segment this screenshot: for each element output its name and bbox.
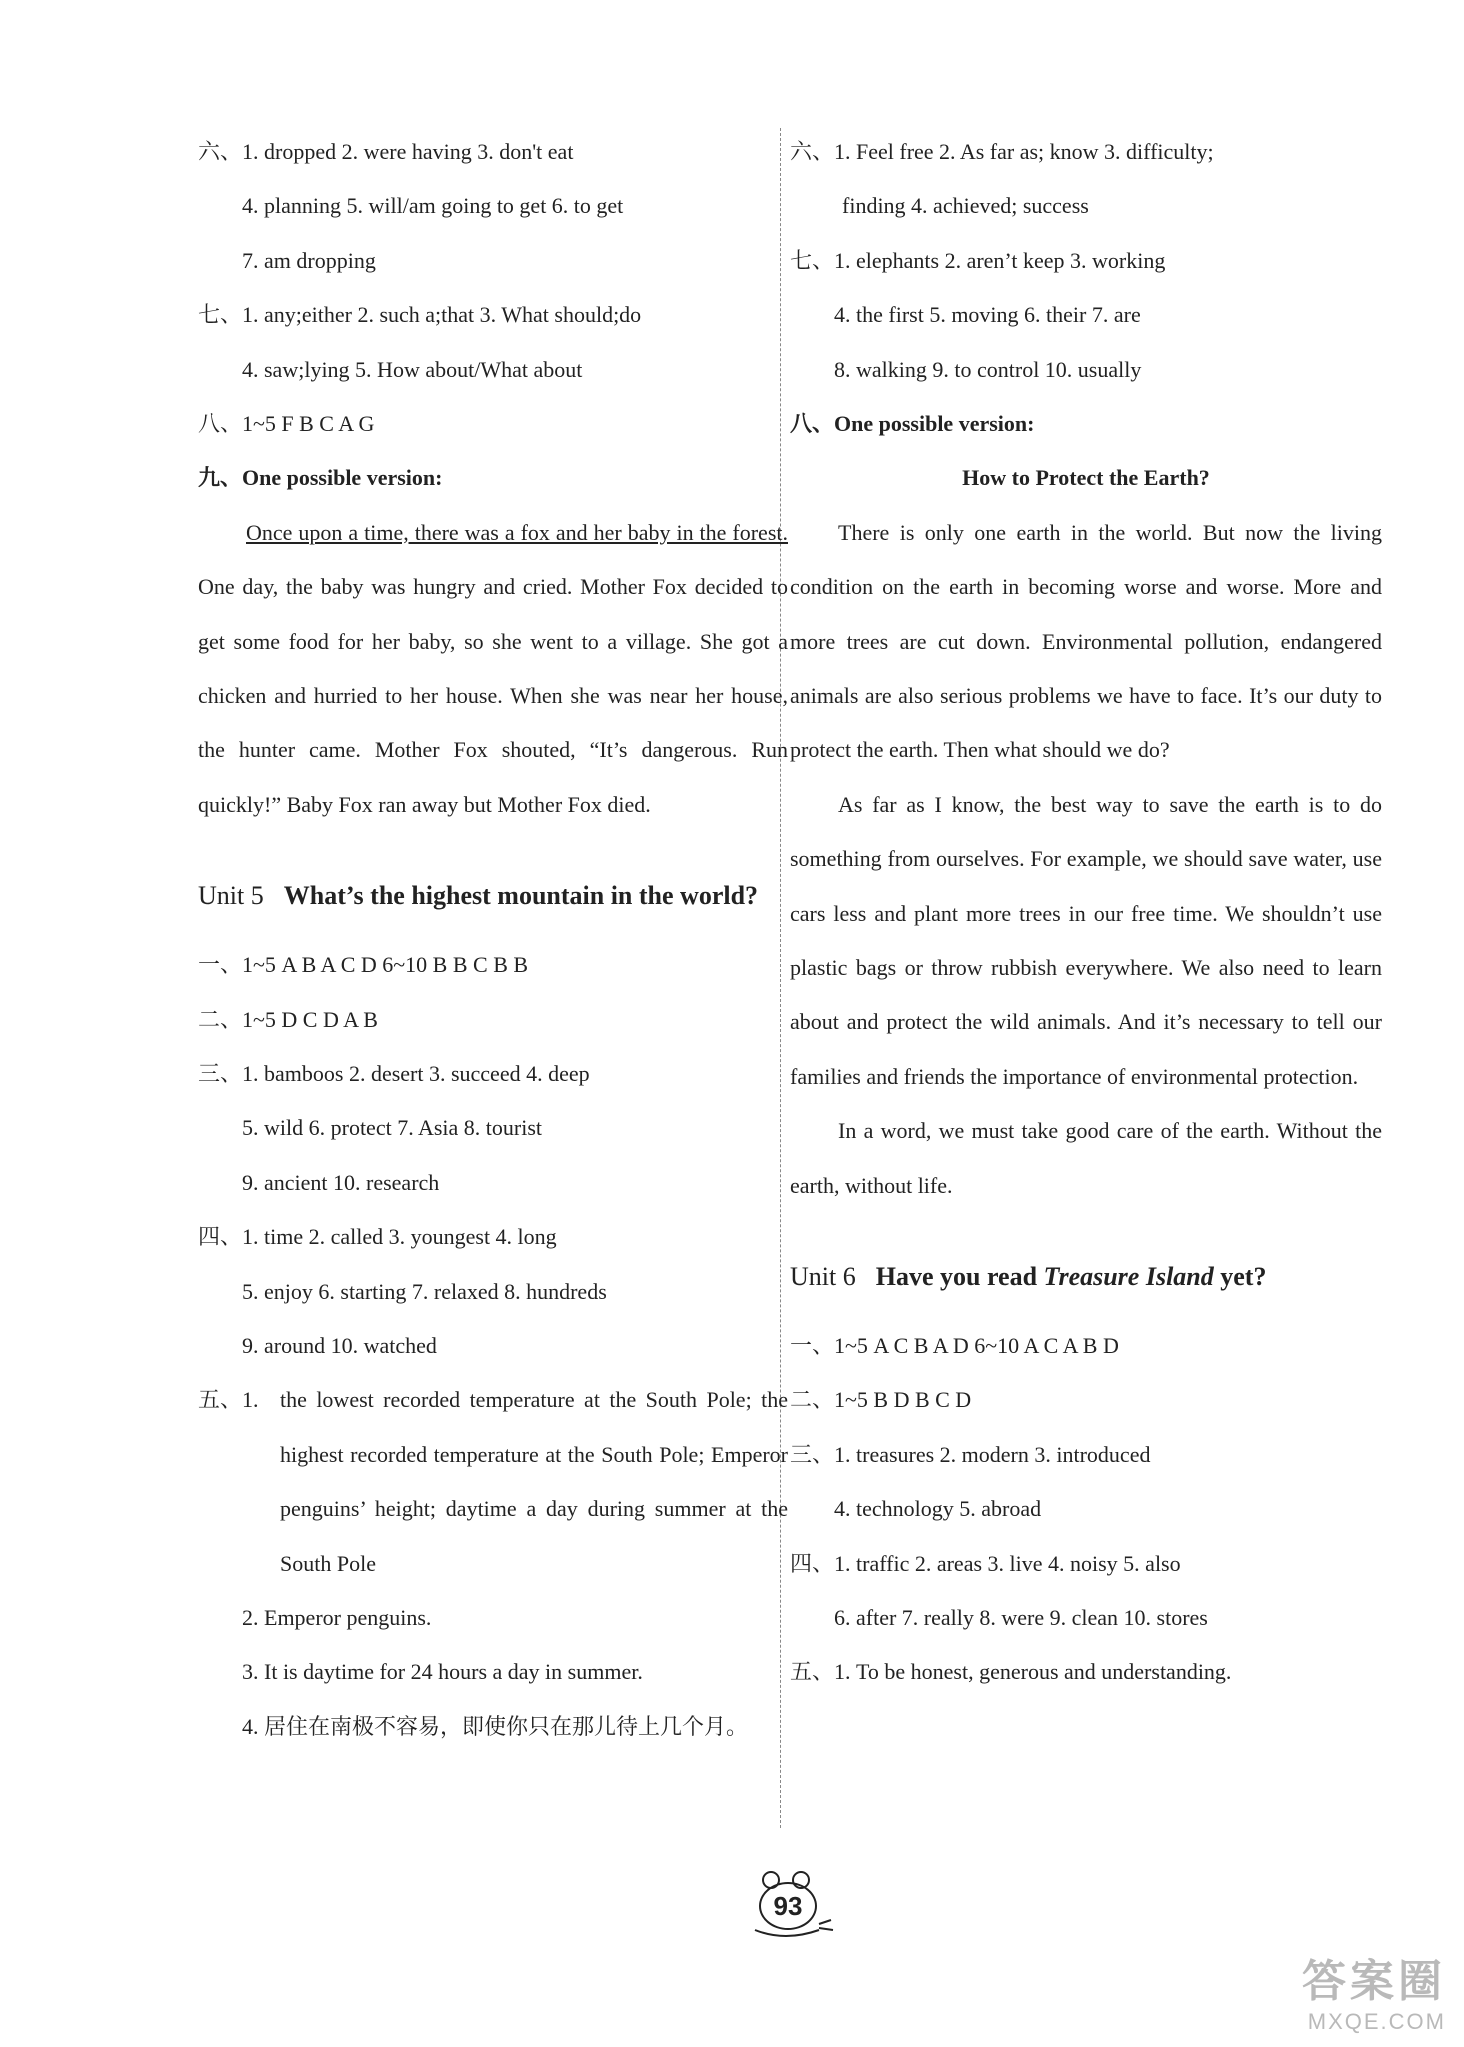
right-essay-label: 八、One possible version: (790, 410, 1035, 436)
answer-line: 9. ancient 10. research (242, 1169, 440, 1195)
right-answers-unit6 (790, 1319, 1382, 1700)
left-column (198, 125, 788, 1754)
unit5-heading (198, 854, 788, 938)
answer-line: 4. planning 5. will/am going to get 6. to get (242, 193, 624, 219)
answer-line: 一、1~5 A C B A D 6~10 A C A B D (790, 1333, 1119, 1359)
answer-line: 八、1~5 F B C A G (198, 410, 375, 436)
answer-line: 四、1. traffic 2. areas 3. live 4. noisy 5. also (790, 1550, 1181, 1576)
answer-line: 5. enjoy 6. starting 7. relaxed 8. hundreds (242, 1278, 607, 1304)
watermark-url: MXQE.COM (1307, 2009, 1446, 2034)
wu-answer-1: the lowest recorded temperature at the South Pole; the highest recorded temperature at the South Pole; Emperor penguins’ height; daytime a day during summer at the South Pole (280, 1387, 788, 1576)
answer-line: 六、1. dropped 2. were having 3. don't eat (198, 139, 574, 164)
watermark-cn: 答案圈 (1302, 1957, 1446, 2006)
answer-line: 5. wild 6. protect 7. Asia 8. tourist (242, 1115, 543, 1141)
answer-line: 4. the first 5. moving 6. their 7. are (834, 302, 1141, 328)
wu-answer-item: 3. It is daytime for 24 hours a day in summer. (242, 1659, 643, 1685)
unit6-number: Unit 6 (790, 1262, 856, 1292)
wu-answer-item: 2. Emperor penguins. (242, 1604, 432, 1630)
page-number-badge (735, 1866, 845, 1942)
unit6-title-pre: Have you read (875, 1262, 1044, 1292)
essay-rest: One day, the baby was hungry and cried. Mother Fox decided to get some food for her baby, so she went to a village. She got a chicken and hurried to her house. When she was near her house, the hunter came. Mother Fox shouted, “It’s dangerous. Run quickly!” Baby Fox ran away but Mother Fox died. (198, 574, 788, 817)
left-essay-label: 九、One possible version: (198, 465, 443, 491)
answer-line: 8. walking 9. to control 10. usually (834, 356, 1142, 382)
answer-line: 五、1. To be honest, generous and understanding. (790, 1659, 1232, 1685)
right-column (790, 125, 1382, 1700)
wu-answer-list (198, 1591, 788, 1754)
right-essay (790, 506, 1382, 1213)
answer-line: finding 4. achieved; success (842, 193, 1089, 219)
wu-label: 五、1. (198, 1387, 259, 1413)
answer-line: 三、1. treasures 2. modern 3. introduced (790, 1441, 1151, 1467)
answer-line: 三、1. bamboos 2. desert 3. succeed 4. deep (198, 1060, 590, 1086)
essay-paragraph: As far as I know, the best way to save the earth is to do something from ourselves. For example, we should save water, use cars less and plant more trees in our free time. We shouldn’t use plastic bags or throw rubbish everywhere. We also need to learn about and protect the wild animals. And it’s necessary to tell our families and friends the importance of environmental protection. (790, 791, 1382, 1089)
answer-line: 七、1. any;either 2. such a;that 3. What should;do (198, 302, 642, 328)
answer-line: 七、1. elephants 2. aren’t keep 3. working (790, 247, 1166, 273)
right-answers-top (790, 125, 1382, 397)
answer-line: 二、1~5 D C D A B (198, 1006, 378, 1032)
answer-line: 六、1. Feel free 2. As far as; know 3. difficulty; (790, 139, 1214, 164)
essay-title: How to Protect the Earth? (962, 465, 1210, 491)
answer-line: 四、1. time 2. called 3. youngest 4. long (198, 1224, 557, 1250)
essay-paragraph: There is only one earth in the world. But now the living condition on the earth in becoming worse and worse. More and more trees are cut down. Environmental pollution, endangered animals are also serious problems we have to face. It’s our duty to protect the earth. Then what should we do? (790, 519, 1382, 763)
essay-underlined-sentence: Once upon a time, there was a fox and her baby in the forest. (246, 519, 788, 545)
site-watermark (1302, 1945, 1446, 2035)
section-wu (198, 1373, 788, 1591)
answer-line: 4. technology 5. abroad (834, 1496, 1042, 1522)
answer-line: 9. around 10. watched (242, 1332, 437, 1358)
left-answers-unit5 (198, 938, 788, 1373)
page-number: 93 (759, 1882, 817, 1930)
answer-line: 6. after 7. really 8. were 9. clean 10. stores (834, 1604, 1208, 1630)
wu-answer-item: 4. 居住在南极不容易，即使你只在那儿待上几个月。 (242, 1713, 749, 1739)
unit6-heading (790, 1235, 1382, 1319)
unit5-title: What’s the highest mountain in the world? (283, 881, 759, 911)
answer-line: 4. saw;lying 5. How about/What about (242, 356, 583, 382)
unit6-book-title: Treasure Island (1043, 1262, 1214, 1292)
answer-line: 7. am dropping (242, 247, 376, 273)
left-answers-top (198, 125, 788, 451)
unit6-title-post: yet? (1213, 1262, 1267, 1292)
left-essay (198, 506, 788, 832)
unit5-number: Unit 5 (198, 881, 264, 911)
answer-line: 二、1~5 B D B C D (790, 1387, 972, 1413)
essay-paragraph: In a word, we must take good care of the earth. Without the earth, without life. (790, 1118, 1382, 1198)
answer-line: 一、1~5 A B A C D 6~10 B B C B B (198, 952, 529, 978)
